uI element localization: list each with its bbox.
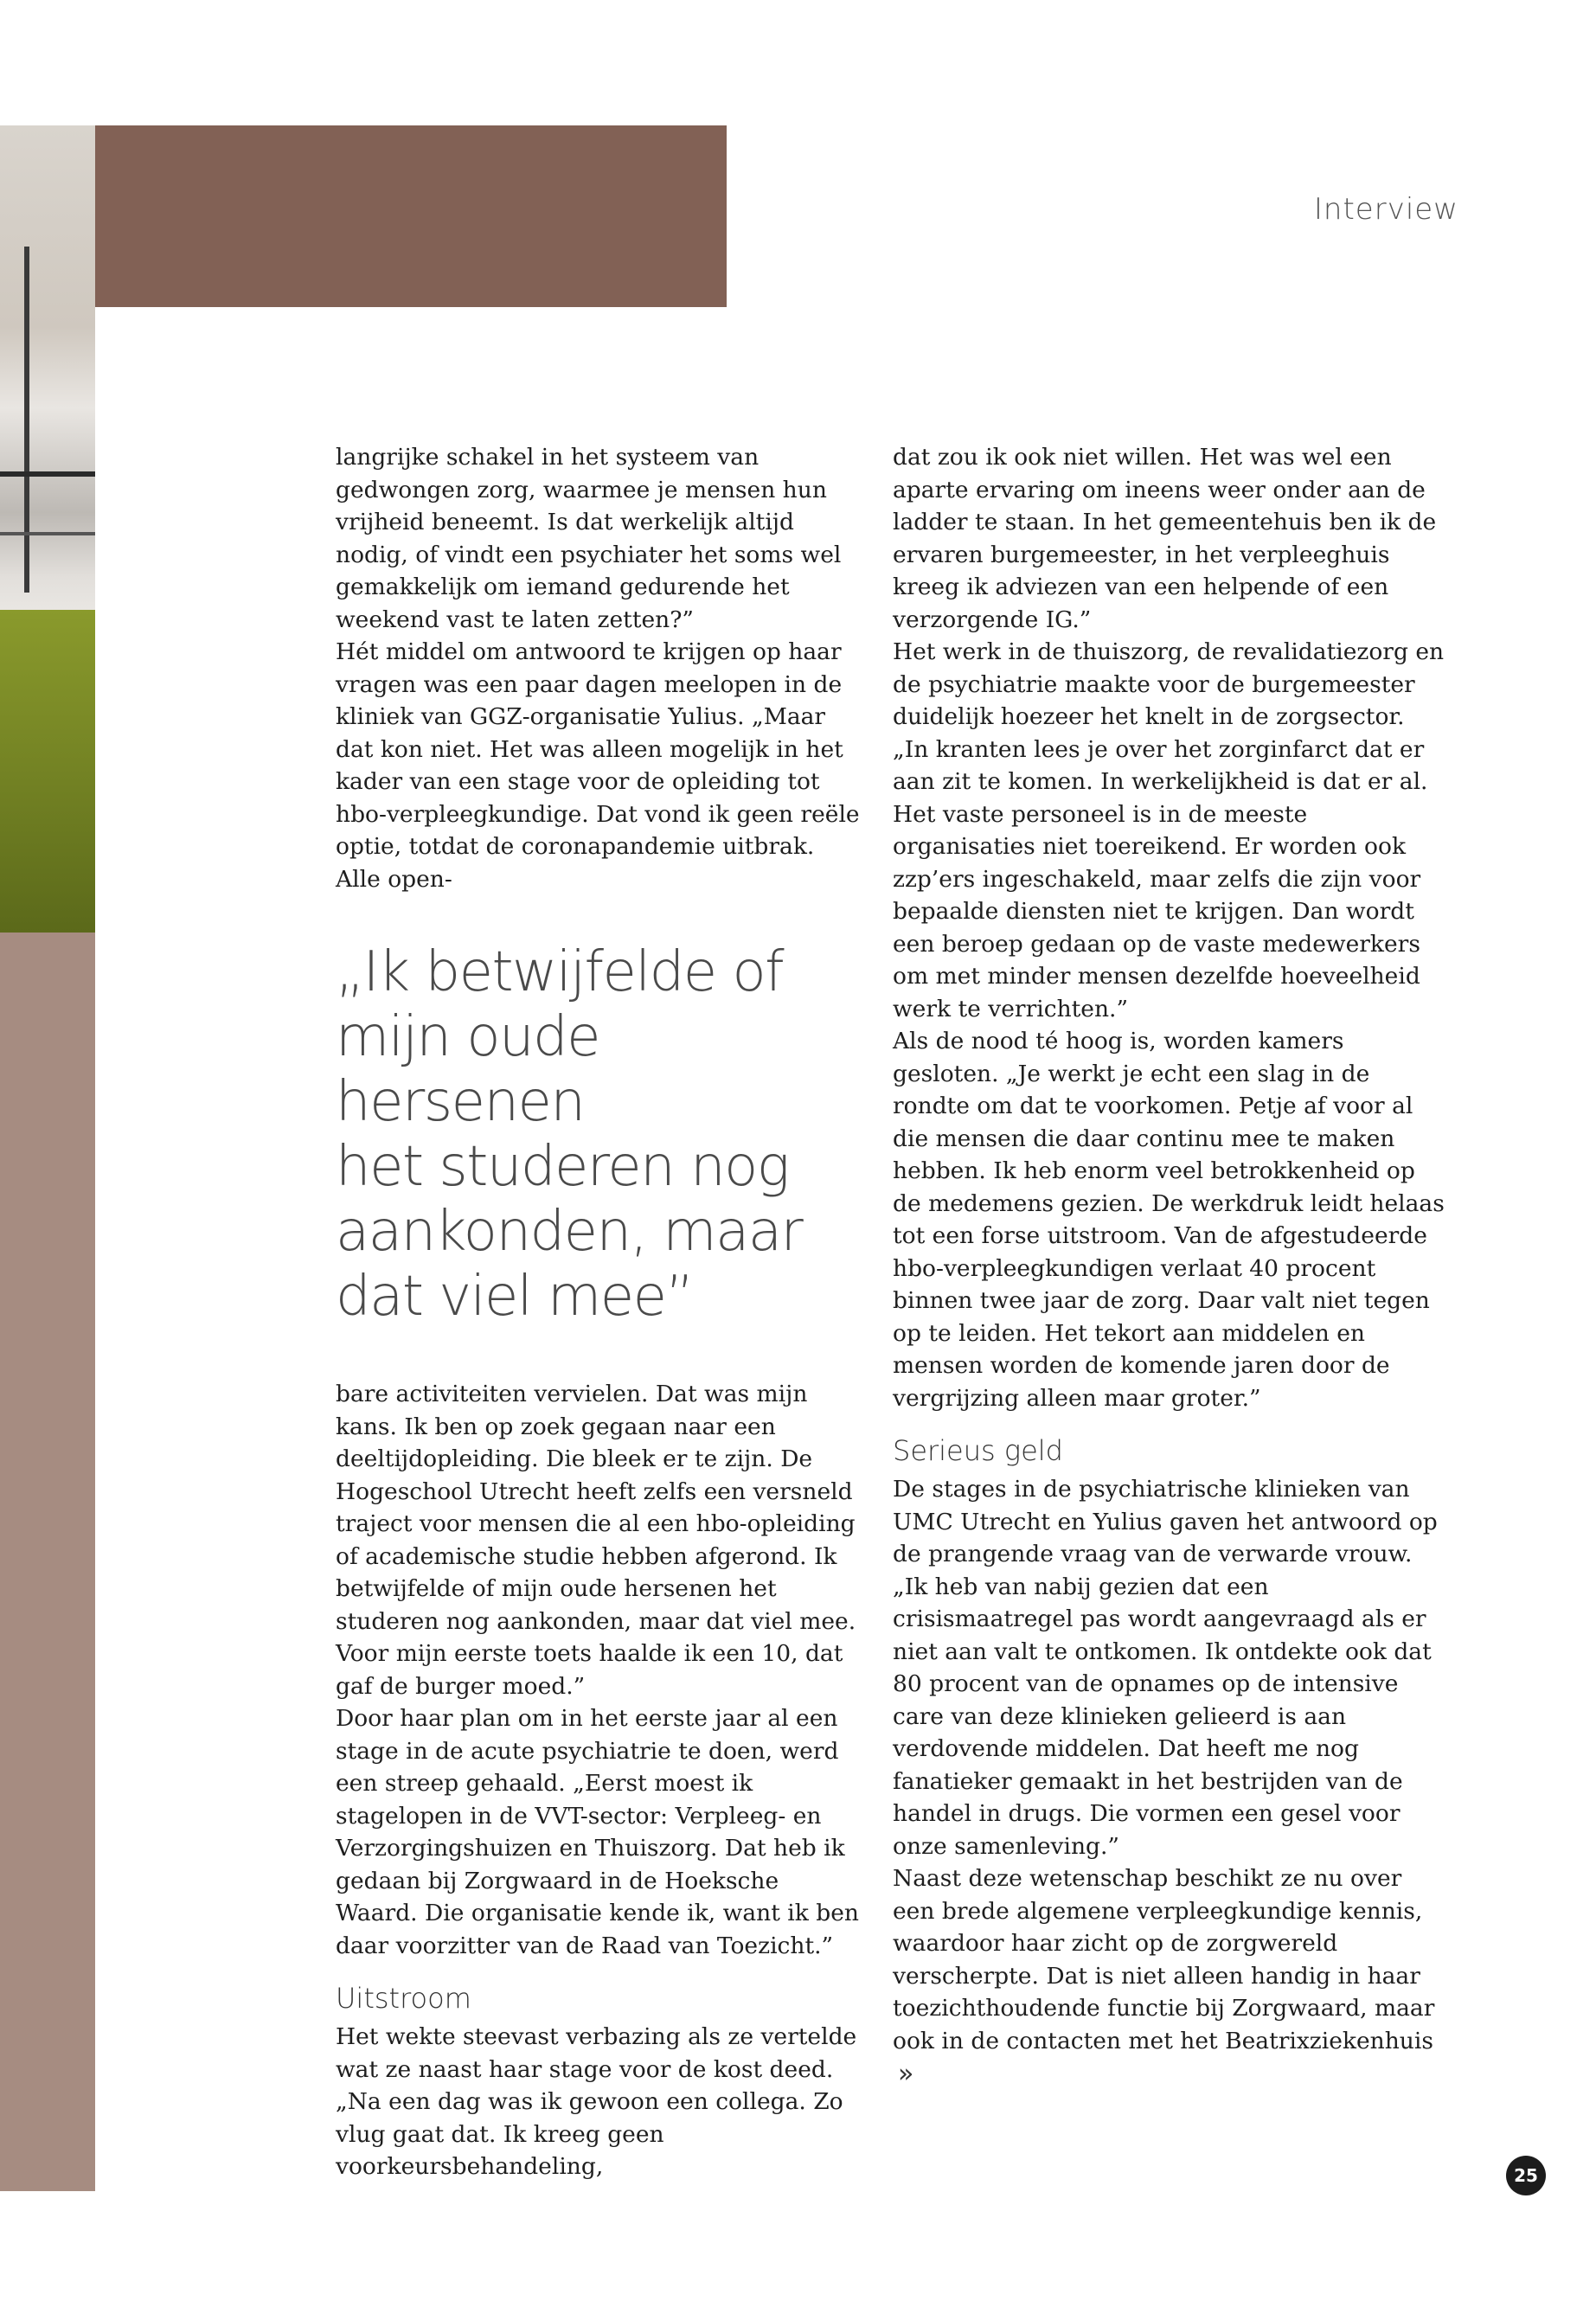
paragraph: Het wekte steevast verbazing als ze vertelde wat ze naast haar stage voor de kost deed. „Na een dag was ik gewoon een collega. Zo vlug gaat dat. Ik kreeg geen voorkeursbehandeling, xyxy=(336,2023,857,2180)
paragraph: De stages in de psychiatrische klinieken van UMC Utrecht en Yulius gaven het antwoord op de prangende vraag van de verwarde vrouw. „Ik heb van nabij gezien dat een crisismaatregel pas wordt aangevraagd als er niet aan valt te ontkomen. Ik ontdekte ook dat 80 procent van de opnames op de intensive care van deze klinieken gelieerd is aan verdovende middelen. Dat heeft me nog fanatieker gemaakt in het bestrijden van de handel in drugs. Die vormen een gesel voor onze samenleving.” xyxy=(893,1476,1438,1860)
paragraph: Door haar plan om in het eerste jaar al een stage in de acute psychiatrie te doen, werd een streep gehaald. „Eerst moest ik stagelopen in de VVT-sector: Verpleeg- en Verzorgingshuizen en Thuiszorg. Dat heb ik gedaan bij Zorgwaard in de Hoeksche Waard. Die organisatie kende ik, want ik ben daar voorzitter van de Raad van Toezicht.” xyxy=(336,1705,859,1959)
paragraph: dat zou ik ook niet willen. Het was wel een aparte ervaring om ineens weer onder aan de ladder te staan. In het gemeentehuis ben ik de ervaren burgemeester, in het verpleeghuis kreeg ik adviezen van een helpende of een verzorgende IG.” xyxy=(893,444,1437,633)
paragraph: bare activiteiten vervielen. Dat was mijn kans. Ik ben op zoek gegaan naar een deeltijdopleiding. Die bleek er te zijn. De Hogeschool Utrecht heeft zelfs een versneld traject voor mensen die al een hbo-opleiding of academische studie hebben afgerond. Ik betwijfelde of mijn oude hersenen het studeren nog aankonden, maar dat viel mee. Voor mijn eerste toets haalde ik een 10, dat gaf de burger moed.” xyxy=(336,1381,856,1700)
subheading-serieus-geld: Serieus geld xyxy=(893,1434,1063,1467)
window-frame xyxy=(24,247,29,593)
paragraph: Als de nood té hoog is, worden kamers gesloten. „Je werkt je echt een slag in de rondte om dat te voorkomen. Petje af voor al die mensen die daar continu mee te maken hebben. Ik heb enorm veel betrokkenheid op de medemens gezien. De werkdruk leidt helaas tot een forse uitstroom. Van de afgestudeerde hbo-verpleegkundigen verlaat 40 procent binnen twee jaar de zorg. Daar valt niet tegen op te leiden. Het tekort aan middelen en mensen worden de komende jaren door de vergrijzing alleen maar groter.” xyxy=(893,1028,1445,1412)
subheading-uitstroom: Uitstroom xyxy=(336,1982,471,2015)
interior-photo xyxy=(0,125,95,933)
green-sofa xyxy=(0,610,95,933)
header-color-block xyxy=(95,125,727,307)
article-column-2 xyxy=(893,441,1446,2091)
section-label: Interview xyxy=(1313,192,1458,227)
pull-quote: „Ik betwijfelde of mijn oude hersenen het studeren nog aankonden, maar dat viel mee” xyxy=(336,940,803,1329)
page-number: 25 xyxy=(1506,2156,1546,2195)
side-color-bar xyxy=(0,933,95,2191)
double-chevron-right-icon: » xyxy=(898,2059,914,2089)
paragraph: langrijke schakel in het systeem van gedwongen zorg, waarmee je mensen hun vrijheid beneemt. Is dat werkelijk altijd nodig, of vindt een psychiater het soms wel gemakkelijk om iemand gedurende het weekend vast te laten zetten?” xyxy=(336,444,842,633)
window-frame xyxy=(0,471,95,477)
paragraph: Het werk in de thuiszorg, de revalidatiezorg en de psychiatrie maakte voor de burgemeester duidelijk hoezeer het knelt in de zorgsector. „In kranten lees je over het zorginfarct dat er aan zit te komen. In werkelijkheid is dat er al. Het vaste personeel is in de meeste organisaties niet toereikend. Er worden ook zzp’ers ingeschakeld, maar zelfs die zijn voor bepaalde diensten niet te krijgen. Dan wordt een beroep gedaan op de vaste medewerkers om met minder mensen dezelfde hoeveelheid werk te verrichten.” xyxy=(893,638,1445,1022)
paragraph-text: Naast deze wetenschap beschikt ze nu over een brede algemene verpleegkundige kennis, waardoor haar zicht op de zorgwereld verscherpte. Dat is niet alleen handig in haar toezichthoudende functie bij Zorgwaard, maar ook in de contacten met het Beatrixziekenhuis xyxy=(893,1865,1435,2054)
window-frame xyxy=(0,532,95,535)
article-column-1 xyxy=(336,441,863,2183)
paragraph-last xyxy=(893,1862,1446,2091)
paragraph: Hét middel om antwoord te krijgen op haar vragen was een paar dagen meelopen in de kliniek van GGZ-organisatie Yulius. „Maar dat kon niet. Het was alleen mogelijk in het kader van een stage voor de opleiding tot hbo-verpleegkundige. Dat vond ik geen reële optie, totdat de coronapandemie uitbrak. Alle open- xyxy=(336,638,860,893)
